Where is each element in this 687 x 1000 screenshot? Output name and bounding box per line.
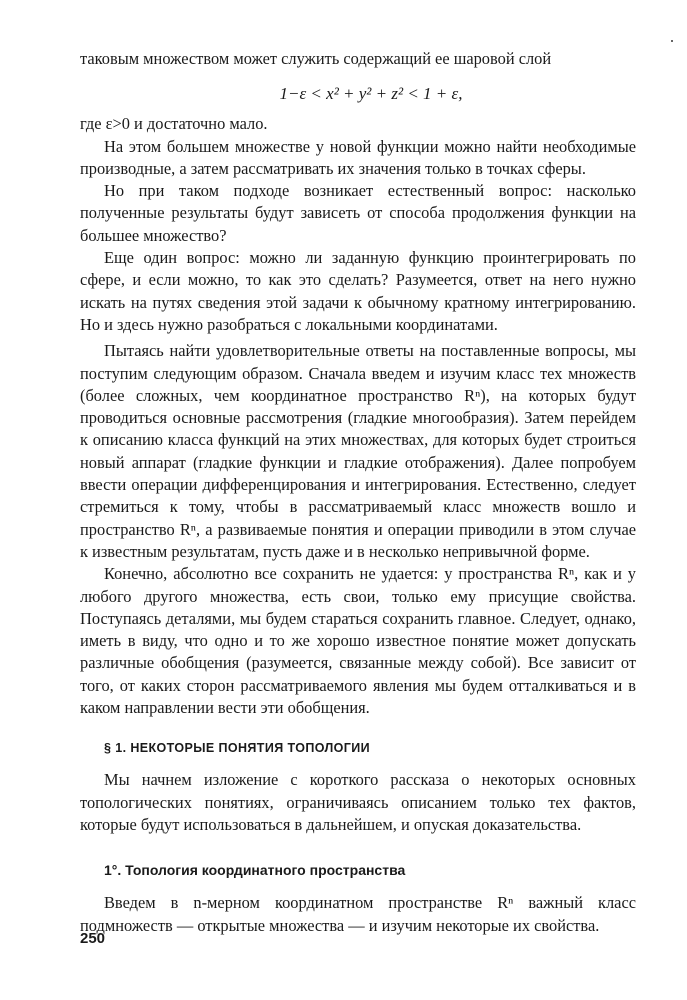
- page-body: [80, 48, 636, 937]
- paragraph-5: Конечно, абсолютно все сохранить не удается: у пространства Rⁿ, как и у любого другого множества, есть свои, только ему присущие свойства. Поступаясь деталями, мы будем стараться сохранить главное. Следует, однако, иметь в виду, что одно и то же хорошо известное понятие может допускать различные обобщения (разумеется, связанные между собой). Все зависит от того, от каких сторон рассматриваемого явления мы будем отталкиваться и в каком направлении вести эти обобщения.: [80, 564, 636, 718]
- intro-text: таковым множеством может служить содержащий ее шаровой слой: [80, 49, 552, 68]
- formula: 1−ε < x² + y² + z² < 1 + ε,: [279, 84, 463, 104]
- section-paragraph: Мы начнем изложение с короткого рассказа о некоторых основных топологических понятиях, ограничиваясь описанием только тех фактов, которые будут использоваться в дальнейшем, и опуская доказательства.: [80, 770, 636, 834]
- paragraph-1: На этом большем множестве у новой функции можно найти необходимые производные, а затем рассматривать их значения только в точках сферы.: [80, 136, 636, 178]
- paragraph-3: Еще один вопрос: можно ли заданную функцию проинтегрировать по сфере, и если можно, то как это сделать? Разумеется, ответ на него нужно искать на путях сведения этой задачи к обычному кратному интегрированию. Но и здесь нужно разобраться с локальными координатами.: [80, 248, 636, 334]
- paragraph-4: Пытаясь найти удовлетворительные ответы на поставленные вопросы, мы поступим следующим образом. Сначала введем и изучим класс тех множеств (более сложных, чем координатное пространство Rⁿ), на которых будут проводиться основные рассмотрения (гладкие многообразия). Затем перейдем к описанию класса функций на этих множествах, для которых будет строиться новый аппарат (гладкие функции и гладкие отображения). Далее попробуем ввести операции дифференцирования и интегрирования. Естественно, следует стремиться к тому, чтобы в рассматриваемый класс множеств вошло и пространство Rⁿ, а развиваемые понятия и операции приводили в этом случае к известным результатам, пусть даже и в несколько непривычной форме.: [80, 341, 636, 561]
- section-title: § 1. НЕКОТОРЫЕ ПОНЯТИЯ ТОПОЛОГИИ: [104, 741, 371, 756]
- subsection-title: 1°. Топология координатного пространства: [104, 862, 406, 879]
- page-number: 250: [80, 930, 106, 947]
- paragraph-2: Но при таком подходе возникает естественный вопрос: насколько полученные результаты будут зависеть от способа продолжения функции на большее множество?: [80, 181, 636, 245]
- scan-speck: [671, 40, 673, 42]
- subsection-paragraph: Введем в n-мерном координатном пространстве Rⁿ важный класс подмножеств — открытые множества — и изучим некоторые их свойства.: [80, 893, 636, 935]
- formula-condition: где ε>0 и достаточно мало.: [80, 114, 268, 134]
